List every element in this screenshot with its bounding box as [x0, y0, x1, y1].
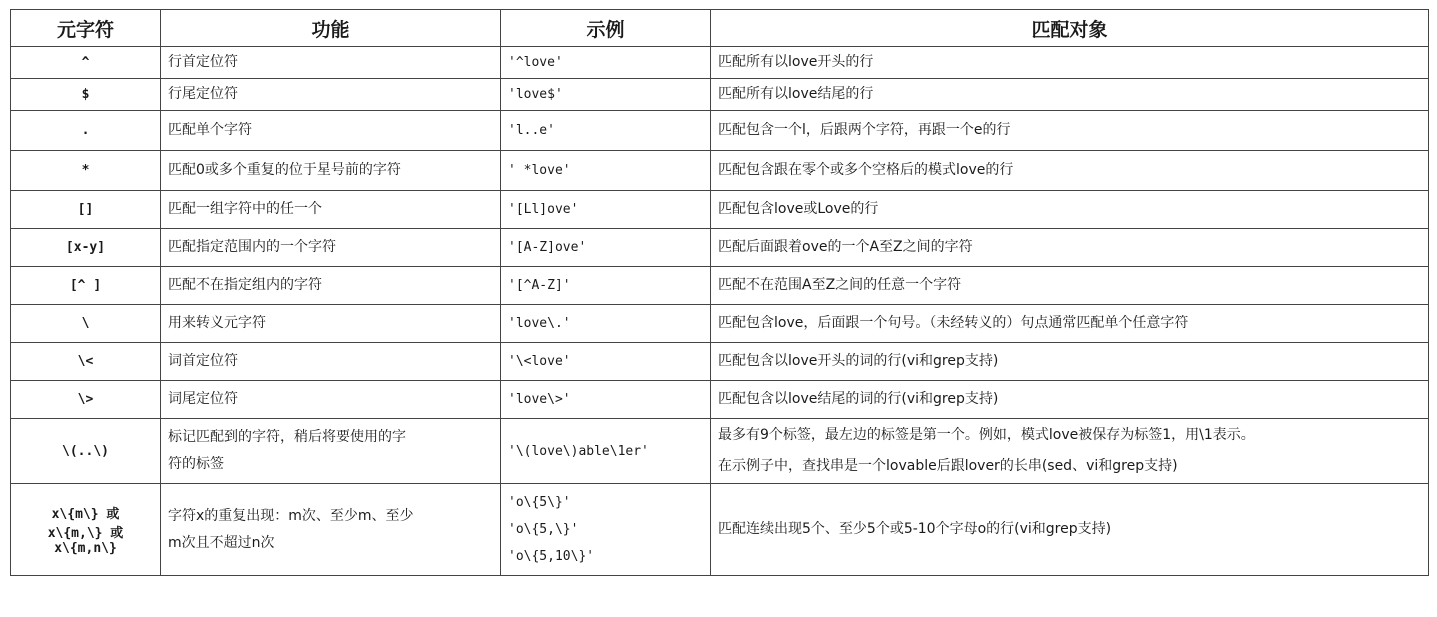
- cell-metachar: [11, 484, 161, 576]
- cell-example-line: 'o\{5,\}': [508, 522, 579, 537]
- cell-match: [711, 343, 1429, 381]
- header-example: 示例: [501, 10, 711, 47]
- cell-match: [711, 79, 1429, 111]
- cell-function: [161, 419, 501, 484]
- cell-example: [501, 191, 711, 229]
- cell-match: [711, 267, 1429, 305]
- cell-metachar-line: $: [81, 87, 90, 102]
- cell-metachar-line: [x-y]: [65, 240, 106, 255]
- cell-match-line: 最多有9个标签，最左边的标签是第一个。例如，模式love被保存为标签1，用\1表示。: [718, 427, 1255, 443]
- cell-metachar-line: \(..\): [62, 443, 109, 459]
- cell-function: [161, 111, 501, 151]
- table-row: [11, 381, 1429, 419]
- cell-metachar-line: .: [81, 123, 90, 138]
- cell-example-line: 'love\>': [508, 392, 571, 407]
- cell-match-line: 匹配连续出现5个、至少5个或5-10个字母o的行(vi和grep支持): [718, 521, 1112, 537]
- cell-function: [161, 305, 501, 343]
- cell-metachar-line: ^: [81, 55, 90, 70]
- cell-function-line: 标记匹配到的字符，稍后将要使用的字: [168, 429, 406, 445]
- cell-example-line: 'o\{5,10\}': [508, 549, 595, 564]
- table-row: [11, 151, 1429, 191]
- cell-function-line: 用来转义元字符: [168, 315, 266, 331]
- cell-match: [711, 305, 1429, 343]
- cell-example-line: '[Ll]ove': [508, 202, 579, 217]
- cell-function-line: 匹配一组字符中的任一个: [168, 201, 322, 217]
- cell-function-line: 行尾定位符: [168, 86, 238, 102]
- header-function: 功能: [161, 10, 501, 47]
- table-row: [11, 79, 1429, 111]
- cell-metachar: [11, 419, 161, 484]
- cell-function-line: 匹配不在指定组内的字符: [168, 277, 322, 293]
- cell-example: [501, 79, 711, 111]
- cell-example: [501, 484, 711, 576]
- cell-match: [711, 419, 1429, 484]
- cell-metachar-line: x\{m\} 或: [51, 507, 120, 522]
- cell-function: [161, 47, 501, 79]
- cell-example-line: 'love$': [508, 87, 563, 102]
- cell-metachar: [11, 47, 161, 79]
- cell-metachar: [11, 151, 161, 191]
- header-char: 元字符: [11, 10, 161, 47]
- cell-match-line: 匹配包含love，后面跟一个句号。（未经转义的）句点通常匹配单个任意字符: [718, 315, 1189, 331]
- cell-metachar: [11, 191, 161, 229]
- cell-match-line: 匹配包含love或Love的行: [718, 201, 879, 217]
- table-row: [11, 343, 1429, 381]
- cell-function: [161, 381, 501, 419]
- cell-function: [161, 229, 501, 267]
- header-row: [11, 10, 1429, 47]
- cell-example-line: 'l..e': [508, 123, 555, 138]
- cell-match: [711, 381, 1429, 419]
- table-row: [11, 191, 1429, 229]
- cell-example: [501, 267, 711, 305]
- cell-function-line: 匹配指定范围内的一个字符: [168, 239, 336, 255]
- cell-match: [711, 229, 1429, 267]
- cell-match: [711, 151, 1429, 191]
- cell-example: [501, 47, 711, 79]
- table-body: [11, 47, 1429, 576]
- cell-example-line: 'love\.': [508, 316, 571, 331]
- cell-metachar: [11, 111, 161, 151]
- cell-example: [501, 343, 711, 381]
- cell-example-line: '\(love\)able\1er': [508, 443, 649, 459]
- cell-match-line: 匹配后面跟着ove的一个A至Z之间的字符: [718, 239, 973, 255]
- cell-example-line: '[A-Z]ove': [508, 240, 587, 255]
- cell-metachar-line: \>: [77, 392, 94, 407]
- cell-function: [161, 151, 501, 191]
- cell-function-line: m次且不超过n次: [168, 534, 275, 551]
- cell-match-line: 匹配不在范围A至Z之间的任意一个字符: [718, 277, 962, 293]
- cell-match-line: 匹配所有以love开头的行: [718, 54, 874, 70]
- cell-metachar: [11, 381, 161, 419]
- cell-match: [711, 111, 1429, 151]
- header-match: 匹配对象: [711, 10, 1429, 47]
- cell-function-line: 匹配0或多个重复的位于星号前的字符: [168, 162, 401, 178]
- cell-match: [711, 191, 1429, 229]
- cell-example-line: 'o\{5\}': [508, 495, 571, 510]
- cell-function-line: 词尾定位符: [168, 391, 238, 407]
- cell-example-line: '[^A-Z]': [508, 278, 571, 293]
- cell-function: [161, 484, 501, 576]
- cell-metachar-line: []: [77, 202, 94, 217]
- cell-function: [161, 191, 501, 229]
- cell-example: [501, 305, 711, 343]
- table-row: [11, 419, 1429, 484]
- table-row: [11, 305, 1429, 343]
- cell-example: [501, 229, 711, 267]
- cell-metachar-line: \<: [77, 354, 94, 369]
- cell-function: [161, 79, 501, 111]
- table-row: [11, 484, 1429, 576]
- cell-match-line: 匹配包含一个l，后跟两个字符，再跟一个e的行: [718, 122, 1011, 138]
- cell-example-line: ' *love': [508, 163, 571, 178]
- table-row: [11, 47, 1429, 79]
- cell-metachar: [11, 305, 161, 343]
- cell-match-line: 匹配包含以love开头的词的行(vi和grep支持): [718, 353, 999, 369]
- cell-metachar-line: [^ ]: [69, 278, 102, 293]
- cell-match: [711, 47, 1429, 79]
- cell-example: [501, 381, 711, 419]
- cell-metachar: [11, 229, 161, 267]
- cell-metachar-line: \: [81, 316, 90, 331]
- cell-function: [161, 267, 501, 305]
- cell-function-line: 匹配单个字符: [168, 122, 252, 138]
- cell-metachar: [11, 267, 161, 305]
- cell-match-line: 匹配包含跟在零个或多个空格后的模式love的行: [718, 162, 1014, 178]
- cell-function-line: 字符x的重复出现：m次、至少m、至少: [168, 507, 414, 524]
- cell-match-line: 在示例子中，查找串是一个lovable后跟lover的长串(sed、vi和grep支持): [718, 458, 1178, 474]
- cell-match: [711, 484, 1429, 576]
- cell-match-line: 匹配包含以love结尾的词的行(vi和grep支持): [718, 391, 999, 407]
- cell-metachar: [11, 343, 161, 381]
- cell-example: [501, 151, 711, 191]
- cell-metachar-line: x\{m,\} 或: [47, 526, 124, 541]
- cell-metachar-line: x\{m,n\}: [54, 541, 117, 556]
- cell-example-line: '\<love': [508, 354, 571, 369]
- cell-example: [501, 419, 711, 484]
- cell-function: [161, 343, 501, 381]
- cell-function-line: 符的标签: [168, 456, 224, 472]
- cell-metachar: [11, 79, 161, 111]
- table-row: [11, 229, 1429, 267]
- table-row: [11, 267, 1429, 305]
- cell-example-line: '^love': [508, 55, 563, 70]
- cell-function-line: 词首定位符: [168, 353, 238, 369]
- metacharacter-table: [10, 9, 1429, 576]
- cell-metachar-line: *: [81, 163, 90, 178]
- cell-example: [501, 111, 711, 151]
- cell-function-line: 行首定位符: [168, 54, 238, 70]
- table-row: [11, 111, 1429, 151]
- cell-match-line: 匹配所有以love结尾的行: [718, 86, 874, 102]
